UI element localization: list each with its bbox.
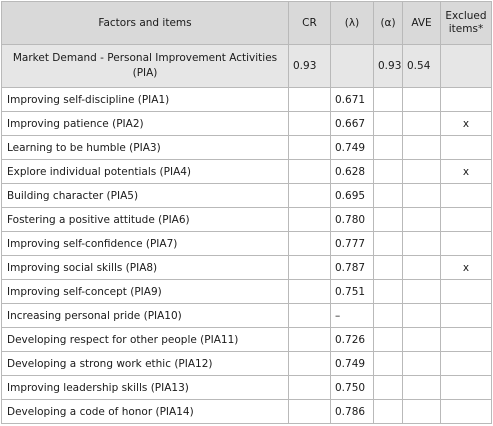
item-label: Developing a code of honor (PIA14) bbox=[2, 400, 289, 424]
item-label: Improving self-discipline (PIA1) bbox=[2, 88, 289, 112]
item-lambda-value: 0.780 bbox=[331, 208, 374, 232]
item-ave-value bbox=[403, 256, 441, 280]
section-alpha-value: 0.93 bbox=[374, 45, 403, 88]
item-label: Improving self-concept (PIA9) bbox=[2, 280, 289, 304]
table-row bbox=[2, 160, 492, 184]
item-cr-value bbox=[289, 280, 331, 304]
item-alpha-value bbox=[374, 376, 403, 400]
item-alpha-value bbox=[374, 136, 403, 160]
table-row bbox=[2, 232, 492, 256]
item-label: Improving social skills (PIA8) bbox=[2, 256, 289, 280]
item-alpha-value bbox=[374, 232, 403, 256]
item-excluded-mark bbox=[441, 328, 492, 352]
table-row bbox=[2, 328, 492, 352]
item-excluded-mark bbox=[441, 88, 492, 112]
item-ave-value bbox=[403, 280, 441, 304]
item-ave-value bbox=[403, 400, 441, 424]
item-ave-value bbox=[403, 328, 441, 352]
item-label: Increasing personal pride (PIA10) bbox=[2, 304, 289, 328]
item-excluded-mark bbox=[441, 208, 492, 232]
item-lambda-value: 0.695 bbox=[331, 184, 374, 208]
item-excluded-mark bbox=[441, 184, 492, 208]
item-label: Improving leadership skills (PIA13) bbox=[2, 376, 289, 400]
item-lambda-value: 0.777 bbox=[331, 232, 374, 256]
item-lambda-value: 0.667 bbox=[331, 112, 374, 136]
item-ave-value bbox=[403, 376, 441, 400]
item-cr-value bbox=[289, 160, 331, 184]
item-ave-value bbox=[403, 88, 441, 112]
section-factor-label: Market Demand - Personal Improvement Activities (PIA) bbox=[2, 45, 289, 88]
item-excluded-mark: x bbox=[441, 160, 492, 184]
item-cr-value bbox=[289, 256, 331, 280]
table-row bbox=[2, 136, 492, 160]
factor-loadings-table bbox=[1, 1, 492, 424]
item-ave-value bbox=[403, 160, 441, 184]
table-row bbox=[2, 184, 492, 208]
item-lambda-value: – bbox=[331, 304, 374, 328]
item-cr-value bbox=[289, 208, 331, 232]
item-alpha-value bbox=[374, 328, 403, 352]
item-lambda-value: 0.726 bbox=[331, 328, 374, 352]
item-label: Improving patience (PIA2) bbox=[2, 112, 289, 136]
item-excluded-mark bbox=[441, 376, 492, 400]
item-cr-value bbox=[289, 400, 331, 424]
item-alpha-value bbox=[374, 304, 403, 328]
item-ave-value bbox=[403, 304, 441, 328]
item-alpha-value bbox=[374, 400, 403, 424]
header-excluded-items: Exclued items* bbox=[441, 2, 492, 45]
section-row-pia bbox=[2, 45, 492, 88]
item-label: Learning to be humble (PIA3) bbox=[2, 136, 289, 160]
item-cr-value bbox=[289, 136, 331, 160]
item-lambda-value: 0.751 bbox=[331, 280, 374, 304]
item-ave-value bbox=[403, 208, 441, 232]
item-excluded-mark bbox=[441, 304, 492, 328]
item-lambda-value: 0.749 bbox=[331, 136, 374, 160]
item-excluded-mark bbox=[441, 352, 492, 376]
item-alpha-value bbox=[374, 112, 403, 136]
section-ave-value: 0.54 bbox=[403, 45, 441, 88]
section-cr-value: 0.93 bbox=[289, 45, 331, 88]
item-excluded-mark: x bbox=[441, 256, 492, 280]
item-cr-value bbox=[289, 184, 331, 208]
item-cr-value bbox=[289, 88, 331, 112]
header-factors-and-items: Factors and items bbox=[2, 2, 289, 45]
item-label: Developing a strong work ethic (PIA12) bbox=[2, 352, 289, 376]
item-label: Improving self-confidence (PIA7) bbox=[2, 232, 289, 256]
item-alpha-value bbox=[374, 184, 403, 208]
header-ave: AVE bbox=[403, 2, 441, 45]
item-alpha-value bbox=[374, 352, 403, 376]
table-row bbox=[2, 304, 492, 328]
item-excluded-mark: x bbox=[441, 112, 492, 136]
table-row bbox=[2, 280, 492, 304]
item-ave-value bbox=[403, 184, 441, 208]
item-excluded-mark bbox=[441, 232, 492, 256]
table-row bbox=[2, 112, 492, 136]
item-excluded-mark bbox=[441, 280, 492, 304]
item-cr-value bbox=[289, 304, 331, 328]
item-lambda-value: 0.786 bbox=[331, 400, 374, 424]
item-ave-value bbox=[403, 136, 441, 160]
table-row bbox=[2, 88, 492, 112]
item-label: Explore individual potentials (PIA4) bbox=[2, 160, 289, 184]
item-cr-value bbox=[289, 352, 331, 376]
item-cr-value bbox=[289, 232, 331, 256]
item-lambda-value: 0.749 bbox=[331, 352, 374, 376]
header-cr: CR bbox=[289, 2, 331, 45]
item-cr-value bbox=[289, 376, 331, 400]
item-excluded-mark bbox=[441, 400, 492, 424]
item-ave-value bbox=[403, 112, 441, 136]
item-ave-value bbox=[403, 352, 441, 376]
table-row bbox=[2, 256, 492, 280]
table-row bbox=[2, 376, 492, 400]
section-lambda-value bbox=[331, 45, 374, 88]
table-row bbox=[2, 208, 492, 232]
header-row bbox=[2, 2, 492, 45]
table-row bbox=[2, 352, 492, 376]
item-label: Developing respect for other people (PIA11) bbox=[2, 328, 289, 352]
item-label: Building character (PIA5) bbox=[2, 184, 289, 208]
item-lambda-value: 0.750 bbox=[331, 376, 374, 400]
item-lambda-value: 0.787 bbox=[331, 256, 374, 280]
item-ave-value bbox=[403, 232, 441, 256]
item-label: Fostering a positive attitude (PIA6) bbox=[2, 208, 289, 232]
section-excluded-value bbox=[441, 45, 492, 88]
header-lambda: (λ) bbox=[331, 2, 374, 45]
item-alpha-value bbox=[374, 256, 403, 280]
item-cr-value bbox=[289, 112, 331, 136]
table-row bbox=[2, 400, 492, 424]
item-alpha-value bbox=[374, 208, 403, 232]
item-lambda-value: 0.671 bbox=[331, 88, 374, 112]
item-cr-value bbox=[289, 328, 331, 352]
item-lambda-value: 0.628 bbox=[331, 160, 374, 184]
item-alpha-value bbox=[374, 88, 403, 112]
item-alpha-value bbox=[374, 280, 403, 304]
item-alpha-value bbox=[374, 160, 403, 184]
header-alpha: (α) bbox=[374, 2, 403, 45]
item-excluded-mark bbox=[441, 136, 492, 160]
